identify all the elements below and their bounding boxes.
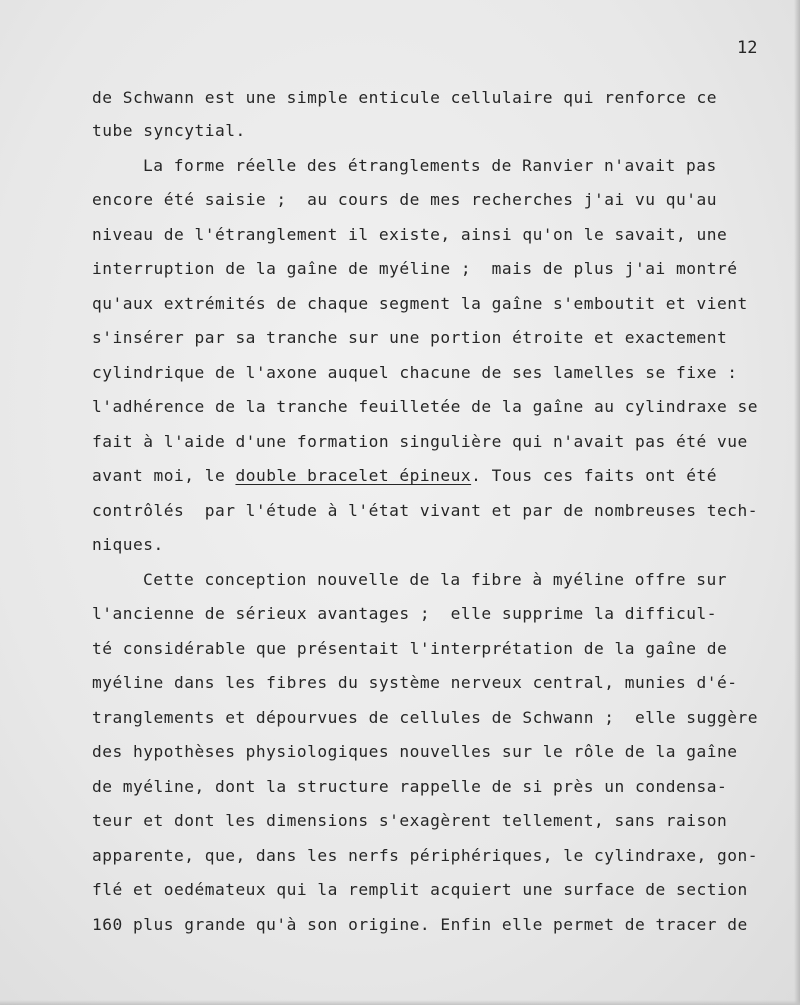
text-line: s'insérer par sa tranche sur une portion étroite et exactement bbox=[92, 328, 728, 347]
text-line: fait à l'aide d'une formation singulière qui n'avait pas été vue bbox=[92, 432, 748, 451]
text-line: tranglements et dépourvues de cellules de Schwann ; elle suggère bbox=[92, 708, 758, 727]
paragraph-first-line: Cette conception nouvelle de la fibre à myéline offre sur bbox=[143, 570, 728, 589]
text-line: apparente, que, dans les nerfs périphériques, le cylindraxe, gon- bbox=[92, 846, 758, 865]
text-line: niques. bbox=[92, 535, 164, 554]
page-edge-shadow bbox=[794, 0, 800, 1005]
text-line: contrôlés par l'étude à l'état vivant et par de nombreuses tech- bbox=[92, 501, 758, 520]
text-line: interruption de la gaîne de myéline ; mais de plus j'ai montré bbox=[92, 259, 738, 278]
text-segment: . Tous ces faits ont été bbox=[471, 466, 718, 485]
text-line: l'adhérence de la tranche feuilletée de la gaîne au cylindraxe se bbox=[92, 397, 758, 416]
text-line: des hypothèses physiologiques nouvelles sur le rôle de la gaîne bbox=[92, 742, 738, 761]
text-line: teur et dont les dimensions s'exagèrent tellement, sans raison bbox=[92, 811, 728, 830]
text-line: l'ancienne de sérieux avantages ; elle supprime la difficul- bbox=[92, 604, 717, 623]
text-line: de myéline, dont la structure rappelle de si près un condensa- bbox=[92, 777, 728, 796]
text-line: niveau de l'étranglement il existe, ainsi qu'on le savait, une bbox=[92, 225, 728, 244]
text-line: de Schwann est une simple enticule cellulaire qui renforce ce bbox=[92, 88, 717, 107]
text-line: encore été saisie ; au cours de mes recherches j'ai vu qu'au bbox=[92, 190, 717, 209]
text-line: 160 plus grande qu'à son origine. Enfin elle permet de tracer de bbox=[92, 915, 748, 934]
text-line: tube syncytial. bbox=[92, 121, 246, 140]
text-line: cylindrique de l'axone auquel chacune de ses lamelles se fixe : bbox=[92, 363, 738, 382]
page-number: 12 bbox=[737, 38, 758, 58]
underlined-term: double bracelet épineux bbox=[235, 466, 472, 485]
text-line: flé et oedémateux qui la remplit acquiert une surface de section bbox=[92, 880, 748, 899]
text-line: té considérable que présentait l'interprétation de la gaîne de bbox=[92, 639, 728, 658]
text-line: qu'aux extrémités de chaque segment la gaîne s'emboutit et vient bbox=[92, 294, 748, 313]
paragraph-first-line: La forme réelle des étranglements de Ranvier n'avait pas bbox=[143, 156, 717, 175]
text-line: myéline dans les fibres du système nerveux central, munies d'é- bbox=[92, 673, 738, 692]
text-line-with-underline bbox=[92, 466, 717, 486]
text-segment: avant moi, le bbox=[92, 466, 236, 485]
page-bottom-shadow bbox=[0, 1000, 800, 1005]
